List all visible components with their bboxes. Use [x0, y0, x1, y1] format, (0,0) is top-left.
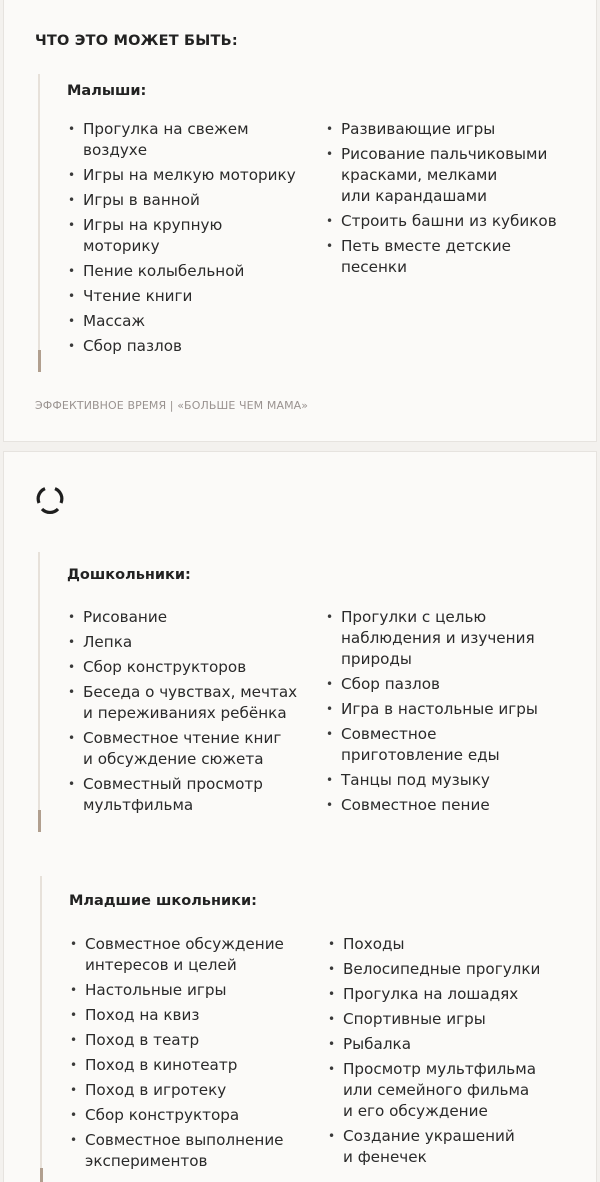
- list-item: • Строить башни из кубиков: [325, 211, 585, 232]
- list-item: • Совместное пение: [325, 795, 585, 816]
- babies-list-col2: [325, 119, 585, 282]
- list-item: • Совместное обсуждение интересов и целей: [69, 934, 321, 976]
- section-accent-mark: [40, 1168, 43, 1182]
- list-item: • Чтение книги: [67, 286, 317, 307]
- list-item: • Рисование: [67, 607, 319, 628]
- list-item: • Сбор конструкторов: [67, 657, 319, 678]
- list-item: • Прогулки с целью наблюдения и изучения природы: [325, 607, 585, 670]
- list-item: • Прогулка на свежем воздухе: [67, 119, 317, 161]
- list-item: • Массаж: [67, 311, 317, 332]
- section-accent-line: [38, 552, 40, 832]
- preschool-list-col1: [67, 607, 319, 820]
- ring-logo-icon: [34, 483, 66, 515]
- list-item: • Совместное приготовление еды: [325, 724, 585, 766]
- page-heading: ЧТО ЭТО МОЖЕТ БЫТЬ:: [35, 33, 238, 49]
- section-title-schoolkids: Младшие школьники:: [69, 893, 257, 909]
- list-item: • Создание украшений и фенечек: [327, 1126, 587, 1168]
- list-item: • Пение колыбельной: [67, 261, 317, 282]
- page-card-1: [4, 0, 596, 441]
- list-item: • Поход в кинотеатр: [69, 1055, 321, 1076]
- list-item: • Просмотр мультфильма или семейного фильма и его обсуждение: [327, 1059, 587, 1122]
- list-item: • Лепка: [67, 632, 319, 653]
- list-item: • Беседа о чувствах, мечтах и переживаниях ребёнка: [67, 682, 319, 724]
- list-item: • Сбор пазлов: [67, 336, 317, 357]
- section-accent-mark: [38, 810, 41, 832]
- list-item: • Велосипедные прогулки: [327, 959, 587, 980]
- list-item: • Поход в игротеку: [69, 1080, 321, 1101]
- list-item: • Игра в настольные игры: [325, 699, 585, 720]
- list-item: • Петь вместе детские песенки: [325, 236, 585, 278]
- list-item: • Настольные игры: [69, 980, 321, 1001]
- schoolkids-list-col1: [69, 934, 321, 1176]
- list-item: • Игры в ванной: [67, 190, 317, 211]
- page-card-2: [4, 452, 596, 1182]
- section-accent-line: [38, 74, 40, 372]
- list-item: • Походы: [327, 934, 587, 955]
- list-item: • Прогулка на лошадях: [327, 984, 587, 1005]
- schoolkids-list-col2: [327, 934, 587, 1172]
- section-accent-line: [40, 876, 42, 1182]
- list-item: • Совместный просмотр мультфильма: [67, 774, 319, 816]
- list-item: • Поход в театр: [69, 1030, 321, 1051]
- list-item: • Поход на квиз: [69, 1005, 321, 1026]
- list-item: • Танцы под музыку: [325, 770, 585, 791]
- preschool-list-col2: [325, 607, 585, 820]
- list-item: • Игры на крупную моторику: [67, 215, 317, 257]
- list-item: • Совместное выполнение экспериментов: [69, 1130, 321, 1172]
- list-item: • Спортивные игры: [327, 1009, 587, 1030]
- list-item: • Сбор пазлов: [325, 674, 585, 695]
- page-footer: ЭФФЕКТИВНОЕ ВРЕМЯ | «БОЛЬШЕ ЧЕМ МАМА»: [35, 399, 309, 412]
- list-item: • Совместное чтение книг и обсуждение сюжета: [67, 728, 319, 770]
- list-item: • Рисование пальчиковыми красками, мелками или карандашами: [325, 144, 585, 207]
- babies-list-col1: [67, 119, 317, 361]
- section-title-preschool: Дошкольники:: [67, 567, 191, 583]
- list-item: • Сбор конструктора: [69, 1105, 321, 1126]
- section-title-babies: Малыши:: [67, 83, 147, 99]
- list-item: • Рыбалка: [327, 1034, 587, 1055]
- list-item: • Игры на мелкую моторику: [67, 165, 317, 186]
- section-accent-mark: [38, 350, 41, 372]
- list-item: • Развивающие игры: [325, 119, 585, 140]
